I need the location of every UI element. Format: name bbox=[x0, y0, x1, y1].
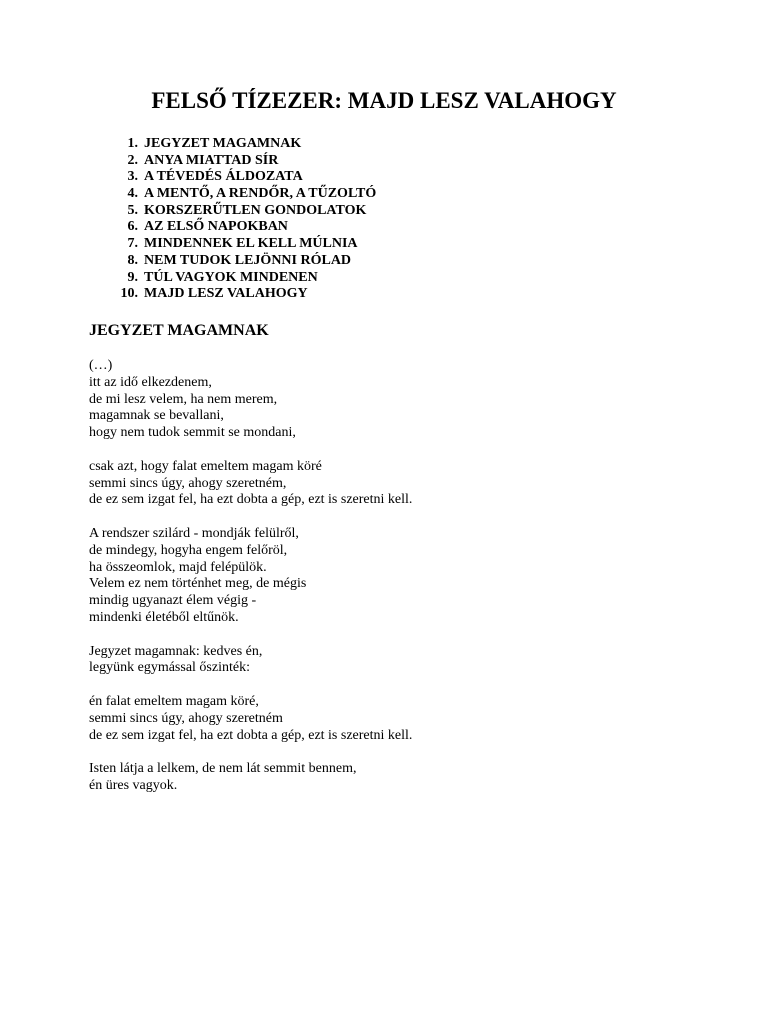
poem-line: magamnak se bevallani, bbox=[89, 408, 224, 424]
poem-stanza bbox=[89, 694, 729, 744]
toc-item-number: 10. bbox=[120, 286, 138, 302]
poem-line: csak azt, hogy falat emeltem magam köré bbox=[89, 458, 322, 474]
poem-stanza bbox=[89, 761, 729, 795]
poem-stanza bbox=[89, 526, 729, 627]
toc-item-label: ANYA MIATTAD SÍR bbox=[144, 152, 279, 168]
poem-stanza bbox=[89, 644, 729, 678]
toc-item bbox=[112, 219, 376, 236]
toc-item-label: NEM TUDOK LEJÖNNI RÓLAD bbox=[144, 252, 352, 268]
toc-item bbox=[112, 186, 376, 203]
poem-line: mindig ugyanazt élem végig - bbox=[89, 593, 257, 609]
toc-item bbox=[112, 236, 376, 253]
toc-item bbox=[112, 253, 376, 270]
toc-item bbox=[112, 286, 376, 303]
toc-item-number: 8. bbox=[127, 252, 138, 268]
toc-item-label: KORSZERŰTLEN GONDOLATOK bbox=[144, 202, 367, 218]
toc-item bbox=[112, 270, 376, 287]
poem-line: Jegyzet magamnak: kedves én, bbox=[89, 643, 263, 659]
poem-stanza bbox=[89, 459, 729, 509]
toc-item-label: TÚL VAGYOK MINDENEN bbox=[144, 269, 318, 285]
toc-item-number: 4. bbox=[127, 186, 138, 202]
toc-item-label: MAJD LESZ VALAHOGY bbox=[144, 286, 308, 302]
toc-item-number: 3. bbox=[127, 169, 138, 185]
poem-line: legyünk egymással őszinték: bbox=[89, 660, 250, 676]
table-of-contents bbox=[112, 136, 376, 303]
poem-line: én falat emeltem magam köré, bbox=[89, 693, 259, 709]
poem-line: de ez sem izgat fel, ha ezt dobta a gép, ezt is szeretni kell. bbox=[89, 727, 413, 743]
poem-line: (…) bbox=[89, 358, 113, 373]
poem-stanza bbox=[89, 358, 729, 442]
poem-line: Velem ez nem történhet meg, de mégis bbox=[89, 576, 307, 592]
document-title: FELSŐ TÍZEZER: MAJD LESZ VALAHOGY bbox=[151, 88, 617, 113]
toc-item-number: 1. bbox=[127, 136, 138, 151]
toc-item-number: 5. bbox=[127, 202, 138, 218]
toc-item bbox=[112, 136, 376, 153]
toc-item-label: A MENTŐ, A RENDŐR, A TŰZOLTÓ bbox=[144, 186, 377, 202]
toc-item-number: 6. bbox=[127, 219, 138, 235]
toc-item-number: 7. bbox=[127, 236, 138, 252]
poem-line: hogy nem tudok semmit se mondani, bbox=[89, 425, 296, 441]
toc-item-label: A TÉVEDÉS ÁLDOZATA bbox=[144, 169, 303, 185]
poem-line: semmi sincs úgy, ahogy szeretném bbox=[89, 710, 283, 726]
poem-line: én üres vagyok. bbox=[89, 777, 178, 793]
toc-item-label: AZ ELSŐ NAPOKBAN bbox=[144, 219, 288, 235]
poem-line: Isten látja a lelkem, de nem lát semmit bennem, bbox=[89, 761, 357, 777]
toc-item-label: JEGYZET MAGAMNAK bbox=[144, 136, 302, 151]
poem-line: mindenki életéből eltűnök. bbox=[89, 609, 239, 625]
poem-line: A rendszer szilárd - mondják felülről, bbox=[89, 525, 299, 541]
poem-line: de ez sem izgat fel, ha ezt dobta a gép, ezt is szeretni kell. bbox=[89, 492, 413, 508]
toc-item-number: 9. bbox=[127, 269, 138, 285]
poem-line: de mindegy, hogyha engem felőröl, bbox=[89, 542, 288, 558]
toc-item bbox=[112, 203, 376, 220]
section-heading: JEGYZET MAGAMNAK bbox=[89, 322, 269, 339]
poem-line: ha összeomlok, majd felépülök. bbox=[89, 559, 267, 575]
toc-item-label: MINDENNEK EL KELL MÚLNIA bbox=[144, 236, 358, 252]
toc-item bbox=[112, 169, 376, 186]
poem-line: itt az idő elkezdenem, bbox=[89, 374, 212, 390]
toc-item-number: 2. bbox=[127, 152, 138, 168]
poem-line: semmi sincs úgy, ahogy szeretném, bbox=[89, 475, 287, 491]
toc-item bbox=[112, 153, 376, 170]
poem-line: de mi lesz velem, ha nem merem, bbox=[89, 391, 278, 407]
poem-body bbox=[89, 358, 729, 812]
